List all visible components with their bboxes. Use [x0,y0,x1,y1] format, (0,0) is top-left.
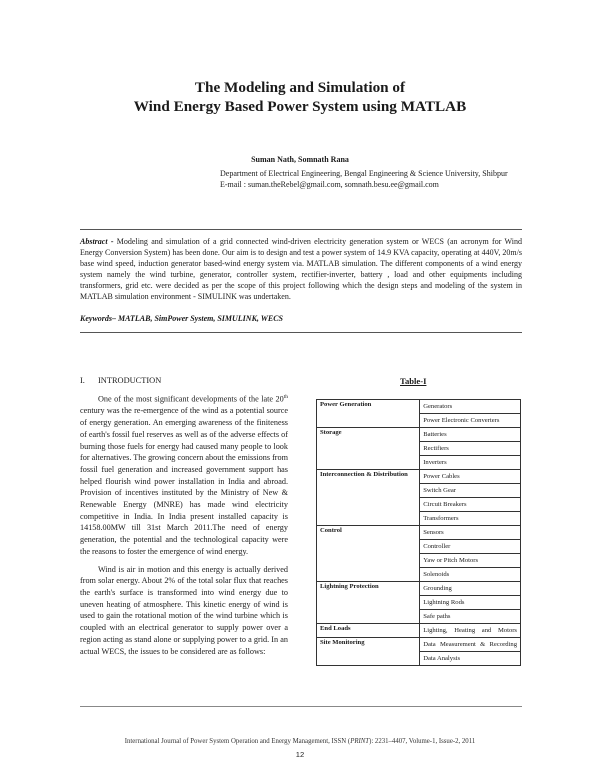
authors: Suman Nath, Somnath Rana [251,155,349,164]
table-category: Interconnection & Distribution [317,470,420,526]
paper-title [0,78,600,116]
table-item: Power Electronic Converters [420,414,521,428]
title-line-2: Wind Energy Based Power System using MATLAB [133,98,467,115]
components-table [316,399,521,666]
page-number: 12 [295,750,305,759]
footer-rule [80,706,522,707]
intro-paragraph-1 [80,392,288,558]
table-row [317,400,521,414]
table-item: Data Analysis [420,652,521,666]
intro-p1-superscript: th [283,394,288,400]
table-item: Power Cables [420,470,521,484]
table-item: Rectifiers [420,442,521,456]
affiliation: Department of Electrical Engineering, Bengal Engineering & Science University, Shibpur [220,169,508,178]
table-row [317,470,521,484]
table-item: Lighting, Heating and Motors [420,624,521,638]
table-item: Inverters [420,456,521,470]
title-line-1: The Modeling and Simulation of [194,79,406,96]
footer-print: PRINT [350,738,370,745]
table-category: Site Monitoring [317,638,420,666]
keywords: Keywords– MATLAB, SimPower System, SIMULINK, WECS [80,314,283,323]
section-title: INTRODUCTION [98,376,162,385]
footer-text-start: International Journal of Power System Operation and Energy Management, ISSN ( [124,738,351,745]
table-item: Generators [420,400,521,414]
abstract-text: Modeling and simulation of a grid connected wind-driven electricity generation system or WECS (an acronym for Wind Energy Conversion System) has been done. Our aim is to design and test a power system of 14.9 KVA capacity, operating at 440V, 20m/s base wind speed, induction generator based-wind energy system via. MATLAB simulation. The different components of a wind energy system namely the wind turbine, generator, controller system, rectifier-inverter, battery , load and other equipments including transformers, grid etc. were decided as per the scope of this project following which the design steps and modeling of the system in MATLAB simulation environment - SIMULINK was undertaken. [80,237,522,301]
table-item: Safe paths [420,610,521,624]
table-category: End Loads [317,624,420,638]
section-number: I. [80,376,85,385]
table-category: Storage [317,428,420,470]
table-row [317,582,521,596]
table-item: Lightning Rods [420,596,521,610]
table-item: Batteries [420,428,521,442]
table-item: Transformers [420,512,521,526]
intro-paragraph-2: Wind is air in motion and this energy is actually derived from solar energy. About 2% of the total solar flux that reaches the earth's surface is transformed into wind energy due to uneven heating of atmosphere. This kinetic energy of wind is used to gain the rotational motion of the wind turbine which is coupled with an electrical generator to supply power over a region acting as stand alone or supplying power to a grid. In an actual WECS, the issues to be considered are as follows: [80,564,288,656]
table-row [317,638,521,652]
table-row [317,526,521,540]
table-item: Sensors [420,526,521,540]
table-item: Grounding [420,582,521,596]
table-item: Circuit Breakers [420,498,521,512]
footer-text-end: ): 2231–4407, Volume-1, Issue-2, 2011 [369,738,476,745]
table-row [317,624,521,638]
table-item: Yaw or Pitch Motors [420,554,521,568]
table-category: Power Generation [317,400,420,428]
journal-footer [0,738,600,745]
abstract [80,236,522,302]
abstract-bottom-rule [80,332,522,333]
table-item: Data Measurement & Recording [420,638,521,652]
intro-column [80,392,288,657]
table-row [317,428,521,442]
table-category: Control [317,526,420,582]
intro-p1-start: One of the most significant developments of the late 20 [98,394,284,404]
table-item: Switch Gear [420,484,521,498]
section-heading [80,376,161,385]
table-title: Table-I [400,376,427,386]
table-item: Solenoids [420,568,521,582]
abstract-label: Abstract - [80,237,114,246]
table-category: Lightning Protection [317,582,420,624]
email: E-mail : suman.theRebel@gmail.com, somnath.besu.ee@gmail.com [220,180,439,189]
abstract-top-rule [80,229,522,230]
table-item: Controller [420,540,521,554]
intro-p1-rest: century was the re-emergence of the wind as a potential source of energy generation. An emerging awareness of the finiteness of earth's fossil fuel reserves as well as of the adverse effects of burning those fuels for energy had caused many people to look for alternatives. The growing concern about the emissions from fossil fuel generation and increased government support has helped flourish wind power installation in India and abroad. Provision of incentives instituted by the Ministry of New & Renewable Energy (MNRE) has made wind electricity competitive in India. In India present installed capacity is 14158.00MW till 31st March 2011.The need of energy generation, the potential and the technological capacity were the reasons to foster the emergence of wind energy. [80,406,288,556]
affiliation-block [220,168,508,190]
